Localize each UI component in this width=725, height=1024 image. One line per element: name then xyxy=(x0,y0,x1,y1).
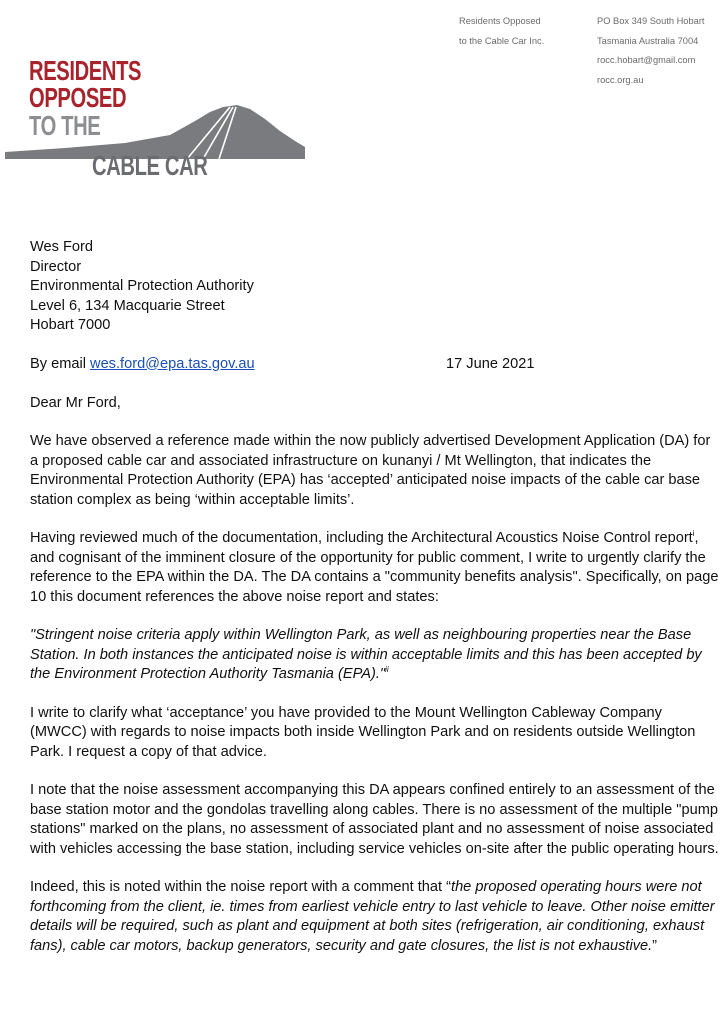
sent-line xyxy=(30,355,720,375)
letter-body xyxy=(30,238,720,956)
paragraph-5 xyxy=(30,878,720,956)
paragraph-2-part-a: Having reviewed much of the documentation, including the Architectural Acoustics Noise Control report xyxy=(30,530,693,546)
recipient-title: Director xyxy=(30,258,82,275)
org-name-line2: to the Cable Car Inc. xyxy=(459,35,545,46)
paragraph-5-part-b: ” xyxy=(652,937,658,954)
footnote-ref-ii[interactable]: ii xyxy=(385,665,389,675)
paragraph-3: I write to clarify what ‘acceptance’ you have provided to the Mount Wellington Cableway Company (MWCC) with regards to noise impacts both inside Wellington Park and on residents outside Wellington Park. I request a copy of that advice. xyxy=(30,704,696,760)
contact-email[interactable]: rocc.hobart@gmail.com xyxy=(597,55,696,65)
paragraph-2-part-b: , and cognisant of the imminent closure of the opportunity for public comment, I write to urgently clarify the reference to the EPA within the DA. The DA contains a "community benefits analysis". Specifically, on page 10 this document references the above noise report and states: xyxy=(30,530,719,605)
quoted-passage xyxy=(30,626,720,685)
paragraph-5-part-a: Indeed, this is noted within the noise report with a comment that “ xyxy=(30,879,452,895)
recipient-organisation: Environmental Protection Authority xyxy=(30,278,254,294)
paragraph-5-quote: the proposed operating hours were not forthcoming from the client, ie. times from earliest vehicle entry to last vehicle to leave. Other noise emitter details will be required, such as plant and equipment at both sites (refrigeration, air conditioning, exhaust fans), cable car motors, backup generators, security and gate closures, the list is not exhaustive. xyxy=(30,879,715,954)
recipient-address xyxy=(30,238,720,336)
org-name-block xyxy=(459,12,544,51)
postal-address-line1: PO Box 349 South Hobart xyxy=(597,16,705,26)
logo-text-line2: OPPOSED xyxy=(29,82,127,113)
letter-date: 17 June 2021 xyxy=(446,355,535,372)
recipient-city: Hobart 7000 xyxy=(30,317,111,333)
paragraph-1: We have observed a reference made within the now publicly advertised Development Application (DA) for a proposed cable car and associated infrastructure on kunanyi / Mt Wellington, that indicates the Environmental Protection Authority (EPA) has ‘accepted’ anticipated noise impacts of the cable car base station complex as being ‘within acceptable limits’. xyxy=(30,433,711,508)
recipient-email-link[interactable]: wes.ford@epa.tas.gov.au xyxy=(90,355,255,372)
sent-prefix: By email xyxy=(30,355,86,372)
postal-address-line2: Tasmania Australia 7004 xyxy=(597,35,699,46)
recipient-name: Wes Ford xyxy=(30,239,93,255)
logo-text-line3: TO THE xyxy=(29,110,101,141)
footnote-ref-i[interactable]: i xyxy=(692,529,695,539)
contact-website[interactable]: rocc.org.au xyxy=(597,74,644,85)
org-name-line1: Residents Opposed xyxy=(459,16,541,26)
contact-block xyxy=(597,12,705,90)
logo-text-line4: CABLE CAR xyxy=(92,150,208,181)
recipient-street: Level 6, 134 Macquarie Street xyxy=(30,297,225,314)
paragraph-4: I note that the noise assessment accompanying this DA appears confined entirely to an assessment of the base station motor and the gondolas travelling along cables. There is no assessment of the multiple "pump stations" marked on the plans, no assessment of associated plant and no assessment of noise associated with vehicles accessing the base station, including service vehicles on-site after the public operating hours. xyxy=(30,782,719,857)
salutation: Dear Mr Ford, xyxy=(30,394,121,411)
rocc-logo xyxy=(5,55,310,185)
logo-text-line1: RESIDENTS xyxy=(29,55,142,86)
paragraph-2 xyxy=(30,529,720,607)
quote-text: "Stringent noise criteria apply within Wellington Park, as well as neighbouring properties near the Base Station. In both instances the anticipated noise is within acceptable limits and this has been accepted by the Environment Protection Authority Tasmania (EPA)." xyxy=(30,627,702,682)
